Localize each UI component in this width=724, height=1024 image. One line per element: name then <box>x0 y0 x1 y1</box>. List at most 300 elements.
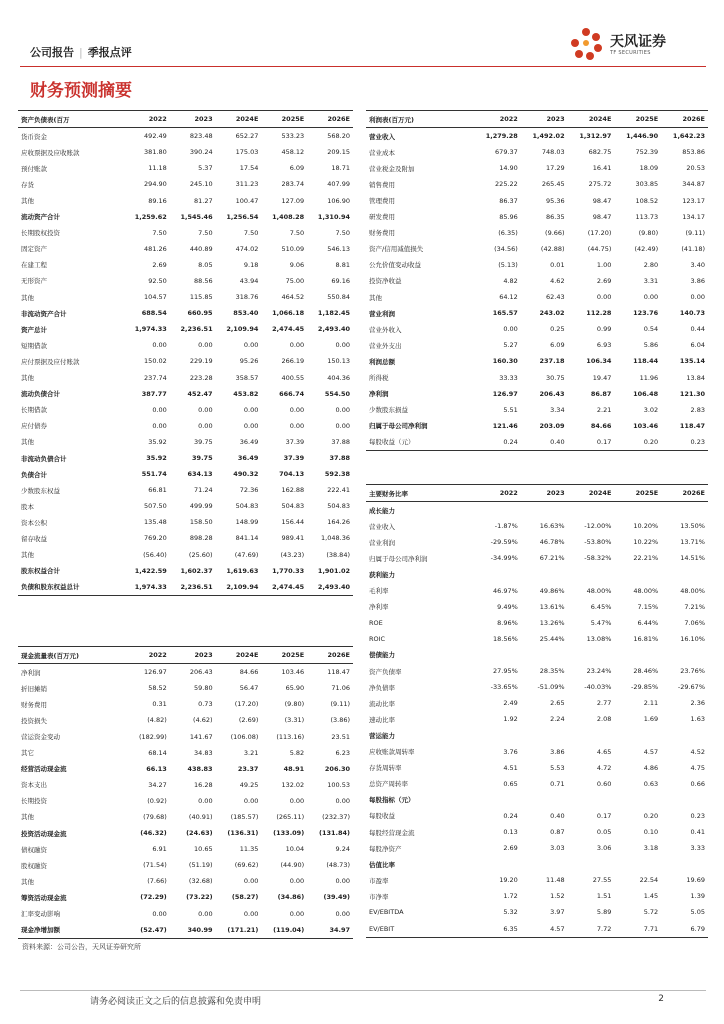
cell-value: 0.00 <box>289 341 305 350</box>
cell-value: 203.09 <box>539 421 565 430</box>
cell-value: 504.83 <box>327 502 350 511</box>
cell-value: 2.80 <box>643 260 659 269</box>
cell-value: 6.04 <box>690 341 705 350</box>
row-label: 其他 <box>21 374 34 383</box>
cell-value: (42.88) <box>540 244 565 253</box>
table-row <box>366 273 708 289</box>
cell-value: 20.53 <box>686 164 705 173</box>
cell-value: 1,279.28 <box>485 132 518 141</box>
cell-value: 23.24% <box>586 667 612 676</box>
table-row <box>18 241 353 257</box>
cell-value: 5.27 <box>503 341 518 350</box>
cell-value: 3.86 <box>550 747 565 756</box>
cell-value: 634.13 <box>187 470 213 479</box>
row-label: 长期股权投资 <box>21 229 60 238</box>
cell-value: 140.73 <box>679 309 705 318</box>
cell-value: 86.87 <box>590 389 612 398</box>
cell-value: 37.88 <box>331 437 350 446</box>
cell-value: 106.90 <box>327 196 350 205</box>
cell-value: 474.02 <box>235 244 259 253</box>
row-label: 债权融资 <box>21 845 47 854</box>
cell-value: 499.99 <box>189 502 213 511</box>
cell-value: 17.29 <box>545 164 565 173</box>
table-row <box>18 922 353 939</box>
cell-value: 65.90 <box>285 684 305 693</box>
cell-value: 2,474.45 <box>261 579 307 596</box>
cell-value: 989.41 <box>281 534 305 543</box>
cell-value: 6.35 <box>474 921 521 938</box>
row-label: 资产/信用减值损失 <box>369 245 424 254</box>
cell-value: 453.82 <box>233 389 259 398</box>
cell-value: 6.44% <box>637 618 659 627</box>
cell-value: 46.97% <box>493 586 518 595</box>
cell-value: 4.57 <box>521 921 568 938</box>
row-label: 公允价值变动收益 <box>369 261 421 270</box>
cell-value: 568.20 <box>327 132 350 141</box>
table-row <box>366 888 708 904</box>
cell-value: 162.88 <box>281 486 305 495</box>
cell-value: 458.12 <box>281 148 305 157</box>
cell-value: 340.99 <box>170 922 216 939</box>
cell-value: 748.03 <box>541 148 565 157</box>
cell-value: (47.69) <box>234 550 259 559</box>
cell-value: 1,256.54 <box>226 212 259 221</box>
cell-value: 135.48 <box>144 518 167 527</box>
cell-value <box>474 502 521 519</box>
cell-value: 0.00 <box>152 341 167 350</box>
table-row <box>18 370 353 386</box>
company-logo <box>568 28 698 60</box>
cell-value: 0.31 <box>152 700 167 709</box>
cell-value: -40.03% <box>584 683 612 692</box>
cell-value <box>614 566 661 582</box>
cell-value: 14.51% <box>680 554 705 563</box>
cell-value: 440.89 <box>189 244 213 253</box>
balance-sheet-table <box>18 110 353 596</box>
cell-value: 0.00 <box>243 421 259 430</box>
cell-value: 3.76 <box>503 747 518 756</box>
cell-value: 283.74 <box>281 180 305 189</box>
row-label: 每股净资产 <box>369 844 402 853</box>
cell-value: 1,048.36 <box>321 534 350 543</box>
cell-value <box>521 727 568 743</box>
cell-value: 1,422.59 <box>134 566 167 575</box>
row-label: 长期借款 <box>21 406 47 415</box>
cell-value <box>568 566 615 582</box>
row-label: 营运资金变动 <box>21 733 60 742</box>
cell-value: 5.72 <box>643 908 659 917</box>
cell-value <box>521 566 568 582</box>
row-label: 其他 <box>369 293 382 302</box>
table-title: 现金流量表(百万元) <box>18 647 124 664</box>
cell-value <box>661 856 708 872</box>
cell-value: 7.50 <box>198 228 213 237</box>
cell-value: (9.80) <box>638 228 659 237</box>
row-label: 投资净收益 <box>369 277 402 286</box>
column-header: 2024E <box>568 485 615 502</box>
cell-value: 13.50% <box>680 522 705 531</box>
cell-value: 34.27 <box>148 780 167 789</box>
row-label: 长期投资 <box>21 797 47 806</box>
cell-value: 294.90 <box>144 180 167 189</box>
cell-value: 266.19 <box>281 357 305 366</box>
cell-value: 0.00 <box>243 341 259 350</box>
table-row <box>18 434 353 450</box>
table-row <box>18 809 353 825</box>
section-header-row <box>366 727 708 743</box>
cell-value: 0.00 <box>690 293 705 302</box>
cell-value: 318.76 <box>235 293 259 302</box>
table-row <box>18 680 353 696</box>
cell-value: 19.47 <box>592 373 612 382</box>
section-header-row <box>366 856 708 872</box>
cell-value: 86.37 <box>499 196 518 205</box>
cell-value: 1.92 <box>503 715 518 724</box>
cell-value: 22.54 <box>639 876 659 885</box>
table-row <box>18 579 353 596</box>
cell-value: 0.40 <box>550 811 565 820</box>
cell-value: 18.56% <box>493 634 518 643</box>
cell-value: 1.69 <box>643 715 659 724</box>
cell-value: 6.09 <box>550 341 565 350</box>
cell-value: 0.40 <box>521 434 568 451</box>
table-row <box>366 695 708 711</box>
row-label: 存货 <box>21 180 34 189</box>
cell-value: 769.20 <box>144 534 167 543</box>
cell-value: 84.66 <box>590 421 612 430</box>
cell-value: 33.33 <box>499 373 518 382</box>
table-row <box>366 808 708 824</box>
cell-value: 39.75 <box>192 454 213 463</box>
report-type-header <box>30 44 132 60</box>
cell-value: 551.74 <box>141 470 167 479</box>
row-label: 净利润 <box>369 390 389 399</box>
cell-value: (171.21) <box>216 922 262 939</box>
table-row <box>366 921 708 938</box>
cell-value: 0.23 <box>690 811 705 820</box>
cell-value: (24.63) <box>186 829 213 838</box>
cell-value: 48.00% <box>633 586 659 595</box>
cell-value: 106.34 <box>586 357 612 366</box>
cell-value: 18.71 <box>331 164 350 173</box>
row-label: 营业收入 <box>369 132 395 141</box>
row-label: 营业外收入 <box>369 325 402 334</box>
table-row <box>18 793 353 809</box>
cell-value: 4.57 <box>643 747 659 756</box>
column-header: 2023 <box>521 111 568 128</box>
table-header-row <box>366 485 708 502</box>
cell-value: 16.28 <box>193 780 213 789</box>
cell-value: 533.23 <box>281 132 305 141</box>
cell-value: 265.45 <box>541 180 565 189</box>
cell-value: 0.00 <box>152 405 167 414</box>
cell-value: 3.86 <box>690 276 705 285</box>
cell-value: 46.78% <box>539 538 565 547</box>
cell-value: 3.31 <box>643 276 659 285</box>
cell-value: 0.24 <box>503 811 518 820</box>
cell-value: 43.94 <box>239 276 259 285</box>
cell-value: 10.04 <box>285 845 305 854</box>
cell-value: 16.63% <box>539 522 565 531</box>
cell-value: 8.05 <box>198 260 213 269</box>
cell-value: 98.47 <box>592 196 612 205</box>
table-row <box>366 599 708 615</box>
data-source-note: 资料来源：公司公告，天风证券研究所 <box>22 943 141 951</box>
row-label: 偿债能力 <box>369 651 395 660</box>
cell-value: 0.00 <box>289 405 305 414</box>
cell-value <box>614 727 661 743</box>
cell-value: 0.17 <box>568 434 615 451</box>
cell-value: 0.00 <box>243 877 259 886</box>
cell-value: 89.16 <box>148 196 167 205</box>
cell-value: 0.00 <box>335 796 350 805</box>
cell-value: 660.95 <box>187 309 213 318</box>
cell-value: 5.32 <box>503 908 518 917</box>
column-header: 2025E <box>261 111 307 128</box>
column-header: 2026E <box>307 111 353 128</box>
row-label: ROIC <box>369 634 386 643</box>
cell-value: (40.91) <box>188 812 213 821</box>
cell-value <box>568 727 615 743</box>
table-row <box>366 824 708 840</box>
cell-value: (182.99) <box>138 732 167 741</box>
row-label: 资产总计 <box>21 325 47 334</box>
cell-value: 5.82 <box>289 748 305 757</box>
table-title: 资产负债表(百万 <box>18 111 124 128</box>
section-header-row <box>366 792 708 808</box>
cell-value: (73.22) <box>186 893 213 902</box>
cell-value: 150.13 <box>327 357 350 366</box>
header-rule <box>20 66 706 67</box>
cell-value: 49.86% <box>539 586 565 595</box>
row-label: 应付债券 <box>21 422 47 431</box>
cell-value: 1,545.46 <box>180 212 213 221</box>
cell-value: (9.11) <box>330 700 350 709</box>
cell-value: 7.06% <box>684 618 705 627</box>
cell-value: (265.11) <box>276 812 305 821</box>
cell-value: 3.34 <box>550 405 565 414</box>
cell-value: 2,493.40 <box>317 325 350 334</box>
row-label: 财务费用 <box>21 700 47 709</box>
cell-value: 35.92 <box>146 454 167 463</box>
cell-value: 206.43 <box>539 389 565 398</box>
cell-value: 28.35% <box>539 667 565 676</box>
cell-value: 0.00 <box>152 909 167 918</box>
cell-value: 160.30 <box>492 357 518 366</box>
cell-value: -29.67% <box>677 683 705 692</box>
cell-value: (136.31) <box>227 829 259 838</box>
cell-value: 10.65 <box>193 845 213 854</box>
cell-value: 6.79 <box>661 921 708 938</box>
footer-rule <box>20 990 706 991</box>
cell-value: 121.46 <box>492 421 518 430</box>
cell-value: 1,182.45 <box>317 309 350 318</box>
cell-value: 2,474.45 <box>272 325 305 334</box>
table-row <box>18 514 353 530</box>
cell-value: 4.75 <box>690 763 705 772</box>
cell-value: 4.62 <box>550 276 565 285</box>
row-label: 研发费用 <box>369 213 395 222</box>
cell-value: 1,642.23 <box>672 132 705 141</box>
cell-value: (39.49) <box>323 893 350 902</box>
row-label: 营业成本 <box>369 148 395 157</box>
cell-value: 1.72 <box>503 892 518 901</box>
row-label: 流动资产合计 <box>21 213 60 222</box>
cell-value: (7.66) <box>147 877 167 886</box>
cell-value: 25.44% <box>539 634 565 643</box>
cell-value: 7.15% <box>637 602 659 611</box>
table-row <box>18 225 353 241</box>
cell-value <box>614 647 661 663</box>
row-label: 每股指标（元） <box>369 796 415 805</box>
table-row <box>18 402 353 418</box>
cell-value: 592.38 <box>324 470 350 479</box>
cell-value: (9.80) <box>284 700 305 709</box>
cell-value: 1,602.37 <box>180 566 213 575</box>
cell-value: 1,901.02 <box>317 566 350 575</box>
cell-value: 28.46% <box>633 667 659 676</box>
cell-value: (46.32) <box>140 829 167 838</box>
table-row <box>18 192 353 208</box>
cell-value: 11.35 <box>239 845 259 854</box>
cell-value: 1.63 <box>690 715 705 724</box>
cell-value: 209.15 <box>327 148 350 157</box>
row-label: 所得税 <box>369 374 389 383</box>
row-label: 营业利润 <box>369 538 395 547</box>
row-label: 折旧摊销 <box>21 684 47 693</box>
table-row <box>18 728 353 744</box>
cell-value <box>474 647 521 663</box>
table-row <box>18 563 353 579</box>
cell-value: 30.75 <box>545 373 565 382</box>
cell-value: 95.26 <box>239 357 259 366</box>
page-number: 2 <box>658 994 664 1004</box>
table-row <box>18 305 353 321</box>
cell-value: 0.00 <box>643 293 659 302</box>
row-label: 总资产周转率 <box>369 780 408 789</box>
cell-value: 0.41 <box>690 828 705 837</box>
cell-value: 56.47 <box>239 684 259 693</box>
cell-value: 1.51 <box>596 892 612 901</box>
cell-value: 35.92 <box>148 437 167 446</box>
row-label: 其他 <box>21 877 34 886</box>
table-title: 主要财务比率 <box>366 485 474 502</box>
cell-value: 546.13 <box>327 244 350 253</box>
logo-english: TF SECURITIES <box>610 50 651 56</box>
cell-value: 2,109.94 <box>216 579 262 596</box>
cell-value: 7.21% <box>684 602 705 611</box>
column-header: 2026E <box>661 485 708 502</box>
cell-value: 1,408.28 <box>272 212 305 221</box>
cell-value: 69.16 <box>331 276 350 285</box>
cell-value: (17.20) <box>234 700 259 709</box>
cell-value: 4.82 <box>503 276 518 285</box>
row-label: 市净率 <box>369 892 389 901</box>
cell-value: 92.50 <box>148 276 167 285</box>
cell-value: 652.27 <box>235 132 259 141</box>
cell-value <box>521 792 568 808</box>
table-row <box>18 889 353 905</box>
cell-value: 7.50 <box>335 228 350 237</box>
cell-value: (119.04) <box>261 922 307 939</box>
row-label: 筹资活动现金流 <box>21 893 67 902</box>
cell-value: 9.24 <box>335 845 350 854</box>
cell-value: (34.86) <box>277 893 305 902</box>
cell-value: 6.23 <box>335 748 350 757</box>
column-header: 2026E <box>307 647 353 664</box>
cell-value: 67.21% <box>539 554 565 563</box>
cell-value: (2.69) <box>238 716 259 725</box>
cell-value: (32.68) <box>188 877 213 886</box>
cell-value: 104.57 <box>144 293 167 302</box>
cell-value: 7.72 <box>568 921 615 938</box>
cell-value: 13.71% <box>680 538 705 547</box>
income-statement-table <box>366 110 708 451</box>
cell-value: 0.24 <box>474 434 521 451</box>
cell-value: (113.16) <box>276 732 305 741</box>
table-row <box>18 825 353 841</box>
section-header-row <box>366 566 708 582</box>
cell-value: 222.41 <box>327 486 350 495</box>
cell-value: (38.84) <box>326 550 350 559</box>
cell-value: 682.75 <box>588 148 612 157</box>
table-header-row <box>18 647 353 664</box>
row-label: 财务费用 <box>369 229 395 238</box>
cell-value: 898.28 <box>189 534 213 543</box>
cell-value: (5.13) <box>498 260 518 269</box>
row-label: 资产负债率 <box>369 667 402 676</box>
cell-value: 66.13 <box>146 764 167 773</box>
table-row <box>18 664 353 681</box>
table-row <box>18 761 353 777</box>
table-row <box>366 289 708 305</box>
cell-value: 438.83 <box>187 764 213 773</box>
cell-value: 27.55 <box>592 876 612 885</box>
cell-value: 37.39 <box>283 454 305 463</box>
cell-value: 71.24 <box>193 486 213 495</box>
cell-value: (9.11) <box>685 228 705 237</box>
cell-value: 23.51 <box>331 732 350 741</box>
cell-value: 2.69 <box>152 260 167 269</box>
table-row <box>366 583 708 599</box>
row-label: 速动比率 <box>369 715 395 724</box>
cell-value: 4.65 <box>596 747 612 756</box>
row-label: 其它 <box>21 749 34 758</box>
cell-value: 0.44 <box>690 325 705 334</box>
cell-value: 2.69 <box>503 844 518 853</box>
row-label: 每股经营现金流 <box>369 828 415 837</box>
cell-value: 0.00 <box>152 421 167 430</box>
row-label: 归属于母公司净利润 <box>369 422 428 431</box>
row-label: 非流动资产合计 <box>21 309 67 318</box>
cell-value: (106.08) <box>230 732 259 741</box>
column-header: 2024E <box>216 111 262 128</box>
logo-name: 天风证券 <box>610 34 666 50</box>
cell-value: 0.00 <box>289 796 305 805</box>
cell-value: -29.59% <box>490 538 518 547</box>
cell-value: 0.10 <box>643 828 659 837</box>
table-row <box>18 498 353 514</box>
table-row <box>366 402 708 418</box>
cell-value: 387.77 <box>141 389 167 398</box>
cell-value: 68.14 <box>148 748 167 757</box>
row-label: 经营活动现金流 <box>21 765 67 774</box>
row-label: 获利能力 <box>369 571 395 580</box>
column-header: 2025E <box>614 485 661 502</box>
cell-value: 5.05 <box>690 908 705 917</box>
cell-value: 23.76% <box>680 667 705 676</box>
row-label: 少数股东损益 <box>369 406 408 415</box>
